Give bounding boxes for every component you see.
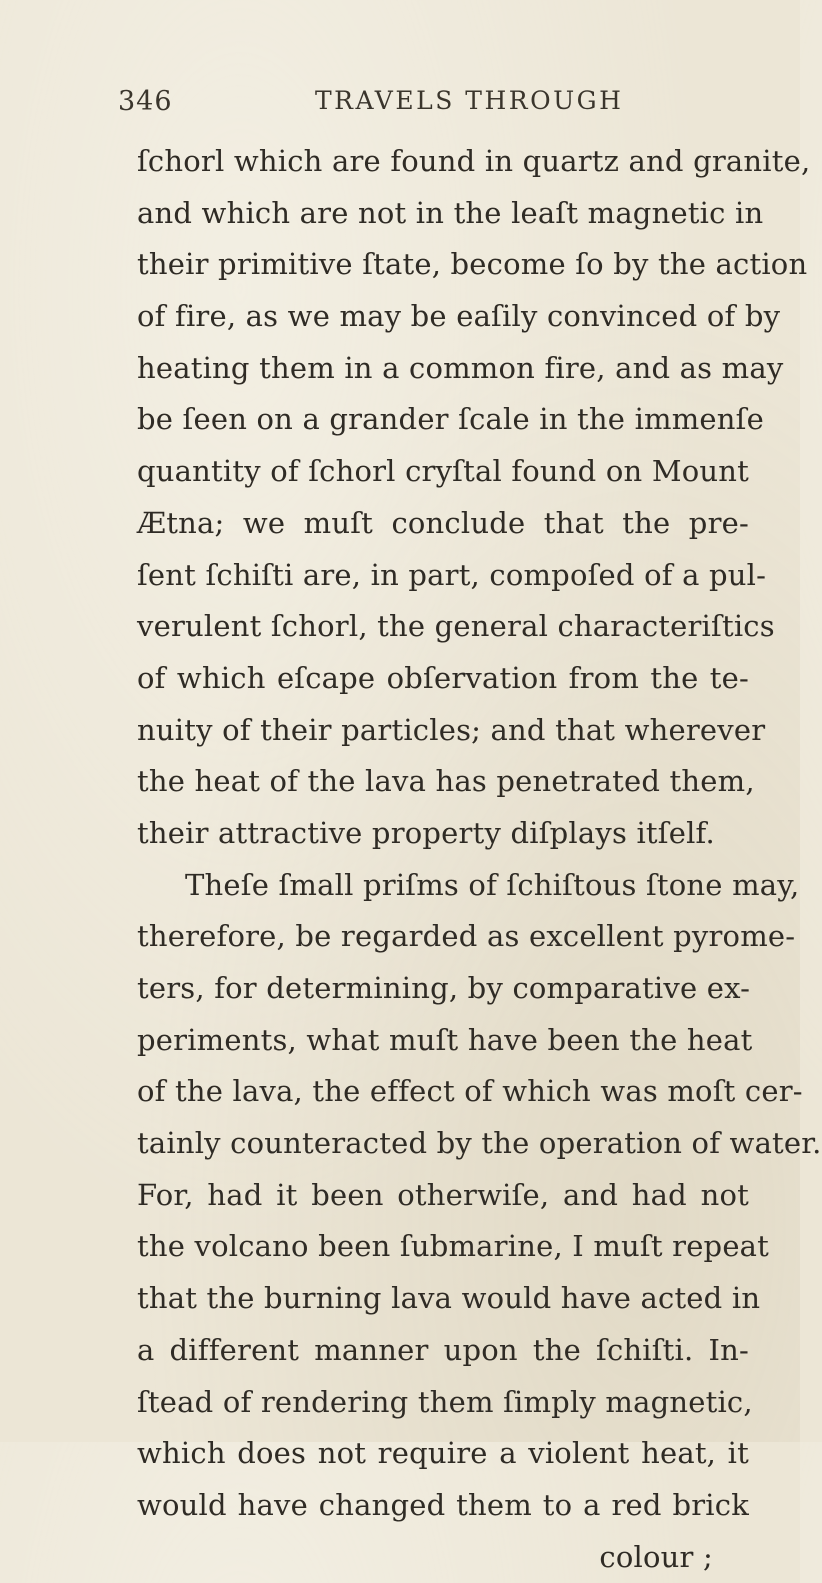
running-title: TRAVELS THROUGH [315,86,624,115]
text-line: of the lava, the effect of which was moſt cer- [137,1074,803,1109]
text-line: be ſeen on a grander ſcale in the immenſe [137,402,764,437]
text-line: Ætna; we muſt conclude that the pre- [137,505,749,540]
text-line: a different manner upon the ſchiſti. In- [137,1332,749,1367]
text-line: of which eſcape obſervation from the te- [137,660,749,695]
text-line: nuity of their particles; and that wherever [137,712,766,747]
body-text [137,136,822,1583]
paragraph-start-line: Theſe ſmall priſms of ſchiſtous ſtone may, [185,867,800,902]
text-line: their attractive property diſplays itſelf. [137,815,715,850]
page-number: 346 [118,86,173,117]
text-line: the heat of the lava has penetrated them, [137,764,755,799]
text-line: the volcano been ſubmarine, I muſt repeat [137,1229,770,1264]
text-line: tainly counteracted by the operation of water. [137,1126,822,1161]
text-line: would have changed them to a red brick [137,1487,749,1522]
text-line: which does not require a violent heat, it [137,1436,749,1471]
text-line: ſent ſchiſti are, in part, compoſed of a pul- [137,557,767,592]
text-line: ſtead of rendering them ſimply magnetic, [137,1384,753,1419]
text-line: ſchorl which are found in quartz and granite, [137,144,811,178]
text-line: of fire, as we may be eaſily convinced of by [137,299,781,334]
text-line: ters, for determining, by comparative ex- [137,971,751,1005]
text-line: verulent ſchorl, the general characteriſtics [137,609,775,644]
text-line: For, had it been otherwiſe, and had not [137,1177,749,1212]
text-line: their primitive ſtate, become ſo by the action [137,247,808,282]
text-line: therefore, be regarded as excellent pyrome- [137,919,796,954]
text-line: periments, what muſt have been the heat [137,1022,753,1057]
text-line: and which are not in the leaſt magnetic in [137,195,764,230]
catchword: colour ; [599,1539,713,1574]
text-line: quantity of ſchorl cryſtal found on Mount [137,454,749,489]
text-line: heating them in a common fire, and as may [137,350,784,385]
running-head [118,86,738,126]
text-line: that the burning lava would have acted in [137,1281,761,1316]
